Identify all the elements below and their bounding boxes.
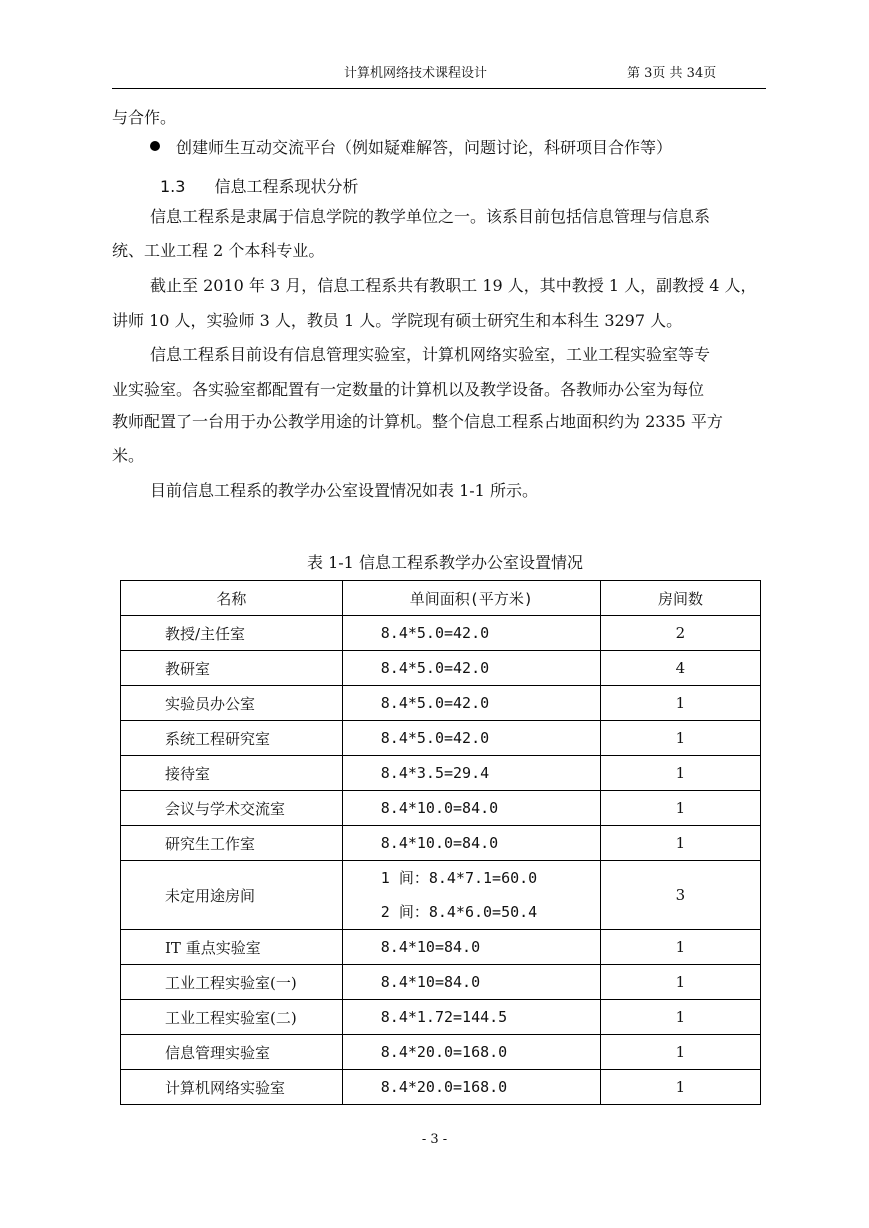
cell-count: 1 — [600, 1000, 760, 1035]
table-row — [121, 616, 761, 651]
column-header-count: 房间数 — [600, 581, 760, 616]
cell-name: 信息管理实验室 — [121, 1035, 343, 1070]
cell-area — [342, 861, 600, 930]
cell-count: 1 — [600, 930, 760, 965]
cell-count: 1 — [600, 1070, 760, 1105]
cell-area: 8.4*20.0=168.0 — [342, 1035, 600, 1070]
cell-count: 1 — [600, 721, 760, 756]
cell-area-line: 2 间：8.4*6.0=50.4 — [380, 903, 538, 921]
cell-name: 教授/主任室 — [121, 616, 343, 651]
paragraph-line: 截止至 2010 年 3 月，信息工程系共有教职工 19 人，其中教授 1 人，副教授 4 人， — [150, 276, 757, 295]
cell-area: 8.4*3.5=29.4 — [342, 756, 600, 791]
cell-count: 1 — [600, 756, 760, 791]
header-title: 计算机网络技术课程设计 — [344, 66, 488, 81]
cell-area: 8.4*10=84.0 — [342, 930, 600, 965]
cell-area: 8.4*5.0=42.0 — [342, 651, 600, 686]
cell-count: 1 — [600, 686, 760, 721]
bullet-text: 创建师生互动交流平台（例如疑难解答，问题讨论，科研项目合作等） — [176, 138, 673, 157]
cell-count: 1 — [600, 965, 760, 1000]
table-caption: 表 1-1 信息工程系教学办公室设置情况 — [307, 553, 583, 572]
cell-name: 未定用途房间 — [121, 861, 343, 930]
paragraph-line: 业实验室。各实验室都配置有一定数量的计算机以及教学设备。各教师办公室为每位 — [112, 380, 705, 399]
cell-name: 工业工程实验室(一) — [121, 965, 343, 1000]
cell-area-line: 1 间：8.4*7.1=60.0 — [380, 869, 538, 887]
bullet-icon — [150, 141, 160, 151]
table-row — [121, 721, 761, 756]
table-row — [121, 756, 761, 791]
table-row — [121, 1000, 761, 1035]
table-header-row — [121, 581, 761, 616]
cell-name: 工业工程实验室(二) — [121, 1000, 343, 1035]
cell-name: 实验员办公室 — [121, 686, 343, 721]
table-row — [121, 686, 761, 721]
cell-name: 教研室 — [121, 651, 343, 686]
paragraph-line: 米。 — [112, 446, 145, 465]
header-page-info: 第 3页 共 34页 — [627, 66, 717, 81]
cell-count: 4 — [600, 651, 760, 686]
table-row — [121, 1035, 761, 1070]
cell-name: 系统工程研究室 — [121, 721, 343, 756]
paragraph-line: 统、工业工程 2 个本科专业。 — [112, 241, 325, 260]
cell-name: 会议与学术交流室 — [121, 791, 343, 826]
page-number: - 3 - — [421, 1132, 448, 1147]
table-row — [121, 651, 761, 686]
cell-name: 研究生工作室 — [121, 826, 343, 861]
column-header-name: 名称 — [121, 581, 343, 616]
cell-area: 8.4*10.0=84.0 — [342, 826, 600, 861]
table-row — [121, 826, 761, 861]
page-header — [112, 62, 766, 89]
cell-area: 8.4*5.0=42.0 — [342, 686, 600, 721]
cell-count: 1 — [600, 1035, 760, 1070]
paragraph-line: 目前信息工程系的教学办公室设置情况如表 1-1 所示。 — [150, 481, 538, 500]
cell-area: 8.4*5.0=42.0 — [342, 721, 600, 756]
column-header-area: 单间面积(平方米) — [342, 581, 600, 616]
office-table — [120, 580, 761, 1105]
text-line: 与合作。 — [112, 108, 177, 127]
cell-area: 8.4*1.72=144.5 — [342, 1000, 600, 1035]
paragraph-line: 讲师 10 人，实验师 3 人，教员 1 人。学院现有硕士研究生和本科生 3297 人。 — [112, 311, 683, 330]
section-number: 1.3 — [160, 177, 186, 196]
table-row — [121, 1070, 761, 1105]
section-title: 信息工程系现状分析 — [214, 177, 359, 196]
cell-count: 3 — [600, 861, 760, 930]
section-heading — [160, 174, 359, 197]
paragraph-line: 信息工程系是隶属于信息学院的教学单位之一。该系目前包括信息管理与信息系 — [150, 207, 711, 226]
cell-name: 计算机网络实验室 — [121, 1070, 343, 1105]
cell-count: 2 — [600, 616, 760, 651]
table-row — [121, 965, 761, 1000]
cell-area: 8.4*5.0=42.0 — [342, 616, 600, 651]
table-row — [121, 930, 761, 965]
paragraph-line: 信息工程系目前设有信息管理实验室，计算机网络实验室，工业工程实验室等专 — [150, 345, 711, 364]
cell-area: 8.4*20.0=168.0 — [342, 1070, 600, 1105]
paragraph-line: 教师配置了一台用于办公教学用途的计算机。整个信息工程系占地面积约为 2335 平方 — [112, 412, 723, 431]
table-row — [121, 861, 761, 930]
cell-name: 接待室 — [121, 756, 343, 791]
cell-area: 8.4*10=84.0 — [342, 965, 600, 1000]
cell-area: 8.4*10.0=84.0 — [342, 791, 600, 826]
cell-count: 1 — [600, 791, 760, 826]
cell-count: 1 — [600, 826, 760, 861]
table-row — [121, 791, 761, 826]
cell-name: IT 重点实验室 — [121, 930, 343, 965]
